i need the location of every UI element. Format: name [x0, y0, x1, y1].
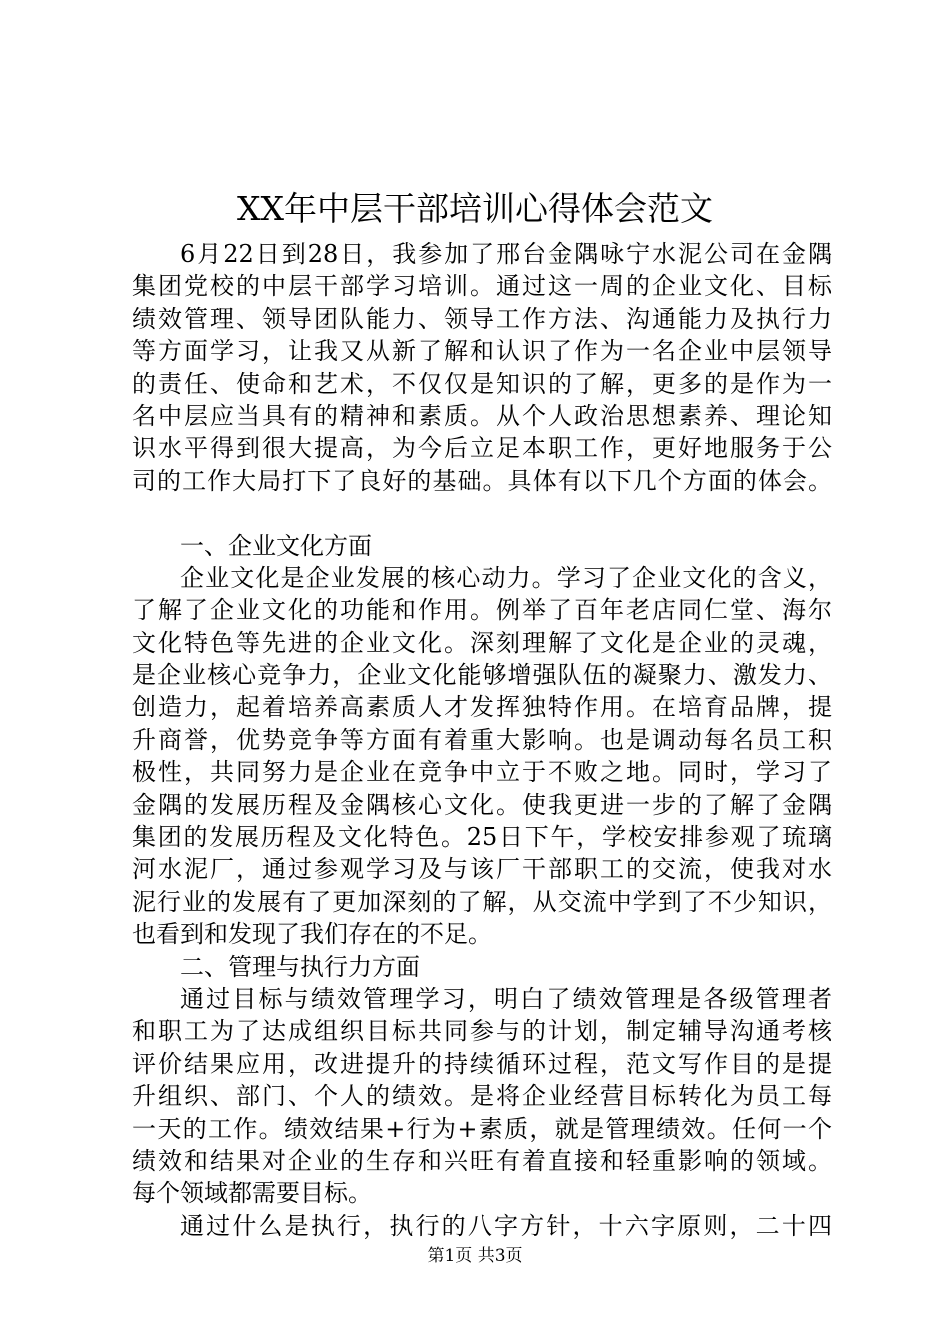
text-line: 集团党校的中层干部学习培训。通过这一周的企业文化、目标	[132, 272, 832, 301]
text-line: 极性，共同努力是企业在竞争中立于不败之地。同时，学习了	[132, 758, 832, 787]
text-line: 的责任、使命和艺术，不仅仅是知识的了解，更多的是作为一	[132, 369, 832, 398]
text-line: 企业文化是企业发展的核心动力。学习了企业文化的含义，	[180, 563, 832, 592]
text-line: 司的工作大局打下了良好的基础。具体有以下几个方面的体会。	[132, 466, 832, 495]
document-body	[132, 238, 832, 1242]
text-line: 通过什么是执行，执行的八字方针，十六字原则，二十四	[180, 1211, 832, 1240]
text-line: 是企业核心竞争力，企业文化能够增强队伍的凝聚力、激发力、	[132, 661, 832, 690]
text-line: 和职工为了达成组织目标共同参与的计划，制定辅导沟通考核	[132, 1017, 832, 1046]
section-heading: 一、企业文化方面	[180, 531, 372, 560]
document-title: XX年中层干部培训心得体会范文	[237, 189, 713, 228]
text-line: 通过目标与绩效管理学习，明白了绩效管理是各级管理者	[180, 984, 832, 1013]
text-line: 河水泥厂，通过参观学习及与该厂干部职工的交流，使我对水	[132, 855, 832, 884]
text-line: 绩效管理、领导团队能力、领导工作方法、沟通能力及执行力	[132, 304, 832, 333]
text-line: 绩效和结果对企业的生存和兴旺有着直接和轻重影响的领域。	[132, 1146, 832, 1175]
text-line: 识水平得到很大提高，为今后立足本职工作，更好地服务于公	[132, 434, 832, 463]
text-line: 每个领域都需要目标。	[132, 1179, 372, 1208]
text-line: 6月22日到28日，我参加了邢台金隅咏宁水泥公司在金隅	[180, 240, 832, 268]
text-line: 创造力，起着培养高素质人才发挥独特作用。在培育品牌，提	[132, 693, 832, 722]
text-line: 金隅的发展历程及金隅核心文化。使我更进一步的了解了金隅	[132, 790, 832, 819]
text-line: 升组织、部门、个人的绩效。是将企业经营目标转化为员工每	[132, 1082, 832, 1111]
page-footer: 第1页 共3页	[427, 1246, 523, 1266]
blank-line	[132, 497, 832, 529]
text-line: 评价结果应用，改进提升的持续循环过程，范文写作目的是提	[132, 1049, 832, 1078]
text-line: 升商誉，优势竞争等方面有着重大影响。也是调动每名员工积	[132, 725, 832, 754]
text-line: 了解了企业文化的功能和作用。例举了百年老店同仁堂、海尔	[132, 596, 832, 625]
section-heading: 二、管理与执行力方面	[180, 952, 420, 981]
text-line: 泥行业的发展有了更加深刻的了解，从交流中学到了不少知识，	[132, 887, 832, 916]
text-line: 等方面学习，让我又从新了解和认识了作为一名企业中层领导	[132, 337, 832, 366]
text-line: 也看到和发现了我们存在的不足。	[132, 920, 492, 949]
text-line: 文化特色等先进的企业文化。深刻理解了文化是企业的灵魂，	[132, 628, 832, 657]
text-line: 名中层应当具有的精神和素质。从个人政治思想素养、理论知	[132, 401, 832, 430]
text-line: 集团的发展历程及文化特色。25日下午，学校安排参观了琉璃	[132, 823, 832, 852]
text-line: 一天的工作。绩效结果+行为+素质，就是管理绩效。任何一个	[132, 1114, 832, 1143]
